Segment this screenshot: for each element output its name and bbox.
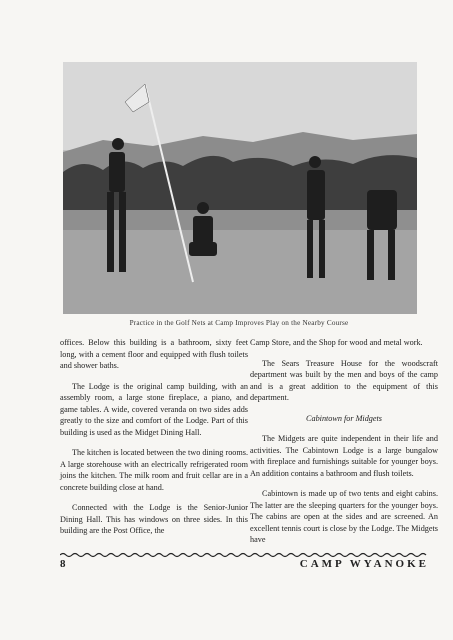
- photo-illustration: [63, 62, 417, 314]
- right-paragraph-3: The Midgets are quite independent in their life and activities. The Cabintown Lodge is a large bungalow with fireplace and furnishings suitable for younger boys. An addition contains a bathroom and flush toilets.: [250, 434, 438, 478]
- photo-caption: Practice in the Golf Nets at Camp Improves Play on the Nearby Course: [129, 319, 349, 327]
- left-paragraph-4: Connected with the Lodge is the Senior-Junior Dining Hall. This has windows on three sides. In this building are the Post Office, the: [60, 503, 248, 535]
- right-column: [250, 337, 438, 555]
- right-paragraph-4: Cabintown is made up of two tents and eight cabins. The latter are the sleeping quarters for the younger boys. The cabins are open at the sides and are screened. An excellent tennis court is close by the Lodge. The Midgets have: [250, 489, 438, 544]
- left-paragraph-3: The kitchen is located between the two dining rooms. A large storehouse with an electrically refrigerated room joins the kitchen. The milk room and fruit cellar are in a concrete building close at hand.: [60, 448, 248, 492]
- page-number: 8: [60, 558, 66, 570]
- left-paragraph-2: The Lodge is the original camp building, with an assembly room, a large stone fireplace, a piano, and game tables. A wide, covered veranda on two sides adds greatly to the size and comfort of the Lodge. Part of this building is used as the Midget Dining Hall.: [60, 381, 248, 437]
- left-paragraph-1: offices. Below this building is a bathroom, sixty feet long, with a cement floor and equipped with flush toilets and shower baths.: [60, 338, 248, 370]
- right-paragraph-2: The Sears Treasure House for the woodscraft department was built by the men and boys of the camp and is a great addition to the equipment of this department.: [250, 358, 438, 402]
- footer-title: CAMP WYANOKE: [299, 558, 429, 570]
- right-paragraph-1: Camp Store, and the Shop for wood and metal work.: [250, 338, 423, 347]
- section-subheading: Cabintown for Midgets: [306, 413, 382, 423]
- left-column: [60, 337, 248, 546]
- golf-practice-photo: [63, 62, 417, 314]
